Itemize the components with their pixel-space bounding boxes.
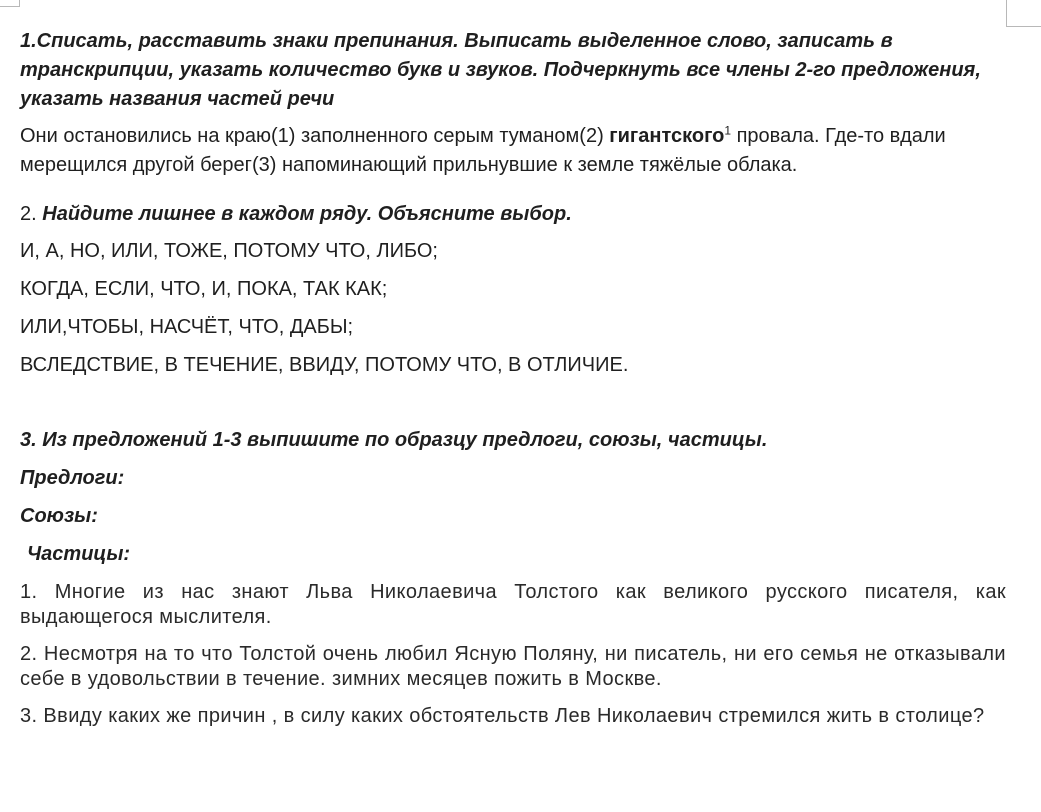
task1-text-before: Они остановились на краю(1) заполненного серым туманом(2)	[20, 125, 610, 147]
document-page	[20, 27, 1006, 729]
sentence-3: 3. Ввиду каких же причин , в силу каких обстоятельств Лев Николаевич стремился жить в столице?	[20, 705, 985, 727]
task2-row-1: И, А, НО, ИЛИ, ТОЖЕ, ПОТОМУ ЧТО, ЛИБО;	[20, 240, 438, 262]
label-conjunctions: Союзы:	[20, 505, 98, 527]
sentence-1: 1. Многие из нас знают Льва Николаевича Толстого как великого русского писателя, как выдающегося мыслителя.	[20, 581, 1006, 628]
task2-heading	[20, 200, 1006, 229]
page-corner-mark-right	[1006, 0, 1041, 27]
page-corner-mark-left	[0, 0, 20, 7]
task1-text	[20, 122, 1006, 180]
task1-heading: 1.Списать, расставить знаки препинания. Выписать выделенное слово, записать в транскрипции, указать количество букв и звуков. Подчеркнуть все члены 2-го предложения, указать названия частей речи	[20, 30, 981, 110]
task2-row-2: КОГДА, ЕСЛИ, ЧТО, И, ПОКА, ТАК КАК;	[20, 278, 388, 300]
task2-row-4: ВСЛЕДСТВИЕ, В ТЕЧЕНИЕ, ВВИДУ, ПОТОМУ ЧТО, В ОТЛИЧИЕ.	[20, 354, 629, 376]
sentence-2: 2. Несмотря на то что Толстой очень любил Ясную Поляну, ни писатель, ни его семья не отказывали себе в удовольствии в течение. зимних месяцев пожить в Москве.	[20, 643, 1006, 690]
label-prepositions: Предлоги:	[20, 467, 125, 489]
task2-number: 2.	[20, 203, 43, 225]
footnote-superscript: 1	[724, 123, 732, 138]
task2-heading-text: Найдите лишнее в каждом ряду. Объясните выбор.	[42, 203, 572, 225]
highlighted-word: гигантского	[609, 125, 725, 147]
task3-heading: 3. Из предложений 1-3 выпишите по образцу предлоги, союзы, частицы.	[20, 429, 768, 451]
task2-row-3: ИЛИ,ЧТОБЫ, НАСЧЁТ, ЧТО, ДАБЫ;	[20, 316, 354, 338]
task1-text-after: провала. Где-то вдали мерещился другой берег(3) напоминающий прильнувшие к земле тяжёлые облака.	[20, 125, 946, 176]
label-particles: Частицы:	[27, 543, 131, 565]
